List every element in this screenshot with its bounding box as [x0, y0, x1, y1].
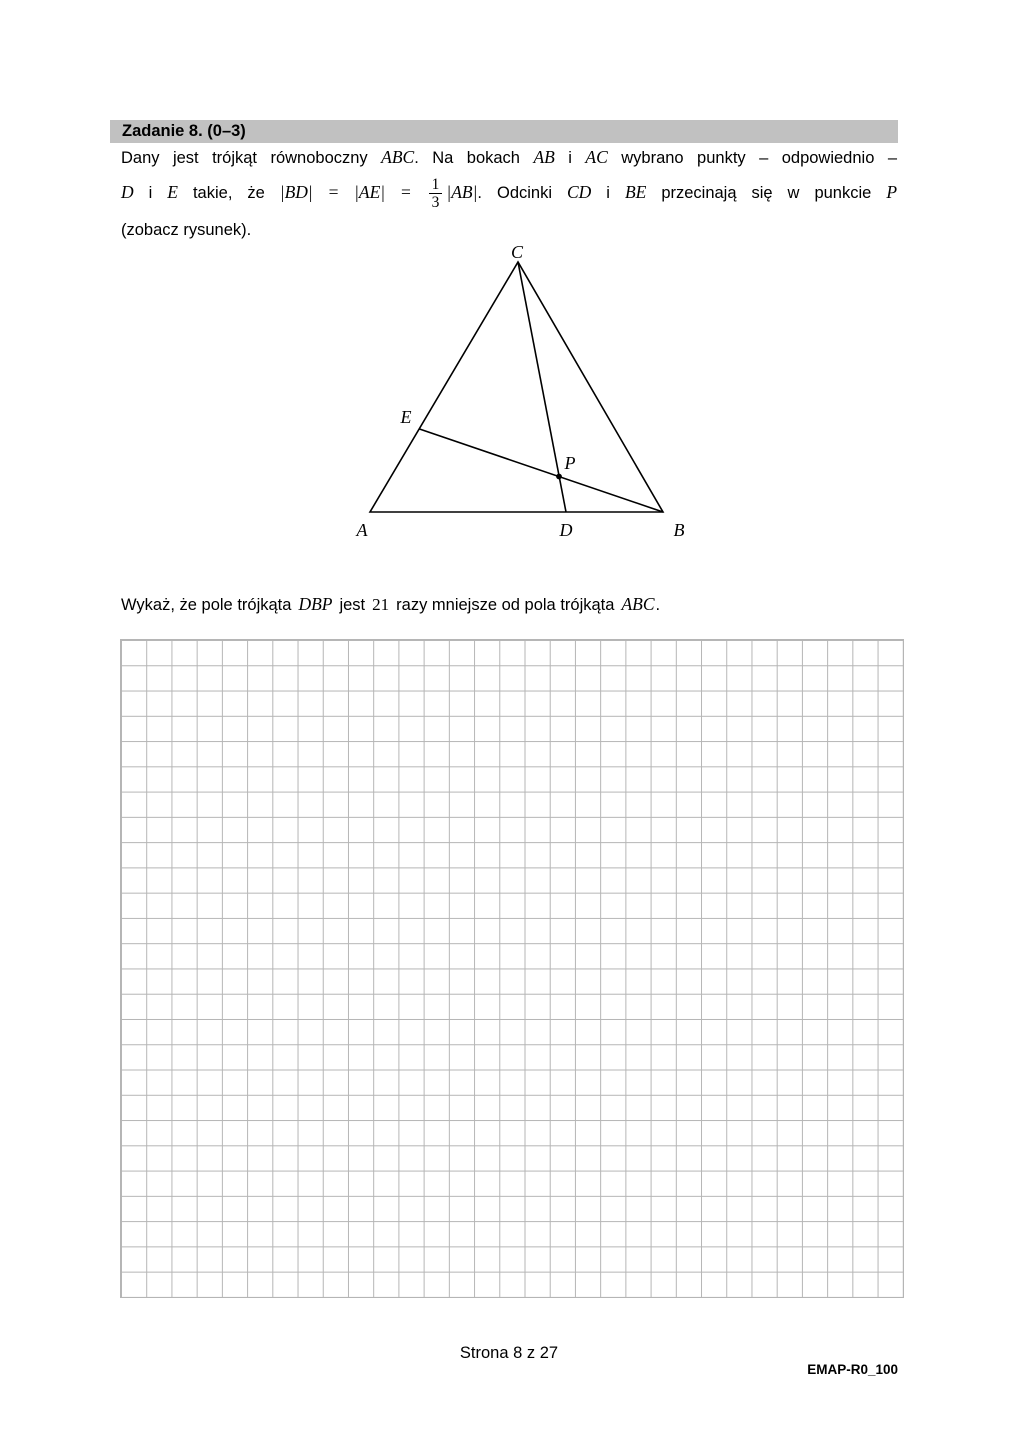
statement-text: . Na bokach: [414, 149, 520, 167]
statement-text: i: [606, 184, 610, 202]
task-prompt: [121, 593, 911, 616]
math-equation: |BD| = |AE| =: [279, 182, 412, 202]
math-term: ABC: [381, 147, 415, 167]
statement-line-2: [121, 168, 897, 216]
label-point-d: D: [559, 520, 573, 540]
prompt-text: jest: [339, 596, 366, 614]
math-term: CD: [566, 182, 592, 202]
math-term: E: [167, 182, 178, 202]
math-term: P: [886, 182, 898, 202]
statement-line-1: [121, 146, 897, 168]
label-point-p: P: [564, 453, 576, 473]
statement-text: (zobacz rysunek).: [121, 221, 252, 239]
number-21: 21: [372, 595, 390, 614]
label-point-e: E: [400, 407, 412, 427]
prompt-text: .: [655, 596, 661, 614]
statement-text: i: [148, 184, 153, 202]
math-term: ABC: [621, 594, 655, 614]
statement-text: . Odcinki: [477, 184, 552, 202]
fraction-one-third: [429, 176, 443, 212]
triangle-figure: [330, 240, 710, 545]
point-p-dot: [556, 474, 562, 480]
page-number: Strona 8 z 27: [459, 1344, 559, 1362]
segment-be: [420, 429, 664, 512]
label-vertex-c: C: [510, 242, 524, 262]
statement-line-3: [121, 219, 897, 241]
statement-text: wybrano punkty – odpowiednio –: [621, 149, 897, 167]
answer-grid: [120, 639, 904, 1298]
label-vertex-b: B: [673, 520, 685, 540]
math-term: AC: [585, 147, 608, 167]
fraction-denominator: 3: [429, 193, 443, 211]
problem-statement: [121, 146, 897, 241]
fraction-numerator: 1: [431, 175, 440, 193]
statement-text: Dany jest trójkąt równoboczny: [121, 149, 368, 167]
label-vertex-a: A: [356, 520, 368, 540]
prompt-text: Wykaż, że pole trójkąta: [121, 596, 292, 614]
task-title: Zadanie 8. (0–3): [122, 122, 246, 140]
task-header-bar: [110, 120, 898, 143]
math-term: AB: [533, 147, 555, 167]
math-term: |AB|: [446, 182, 478, 202]
statement-text: i: [568, 149, 572, 167]
statement-text: przecinają się w punkcie: [661, 184, 872, 202]
math-term: BE: [624, 182, 647, 202]
document-code: EMAP-R0_100: [807, 1362, 898, 1377]
prompt-text: razy mniejsze od pola trójkąta: [396, 596, 615, 614]
triangle-outline: [370, 262, 663, 512]
math-term: D: [121, 182, 134, 202]
math-term: DBP: [298, 594, 333, 614]
statement-text: takie, że: [192, 184, 265, 202]
